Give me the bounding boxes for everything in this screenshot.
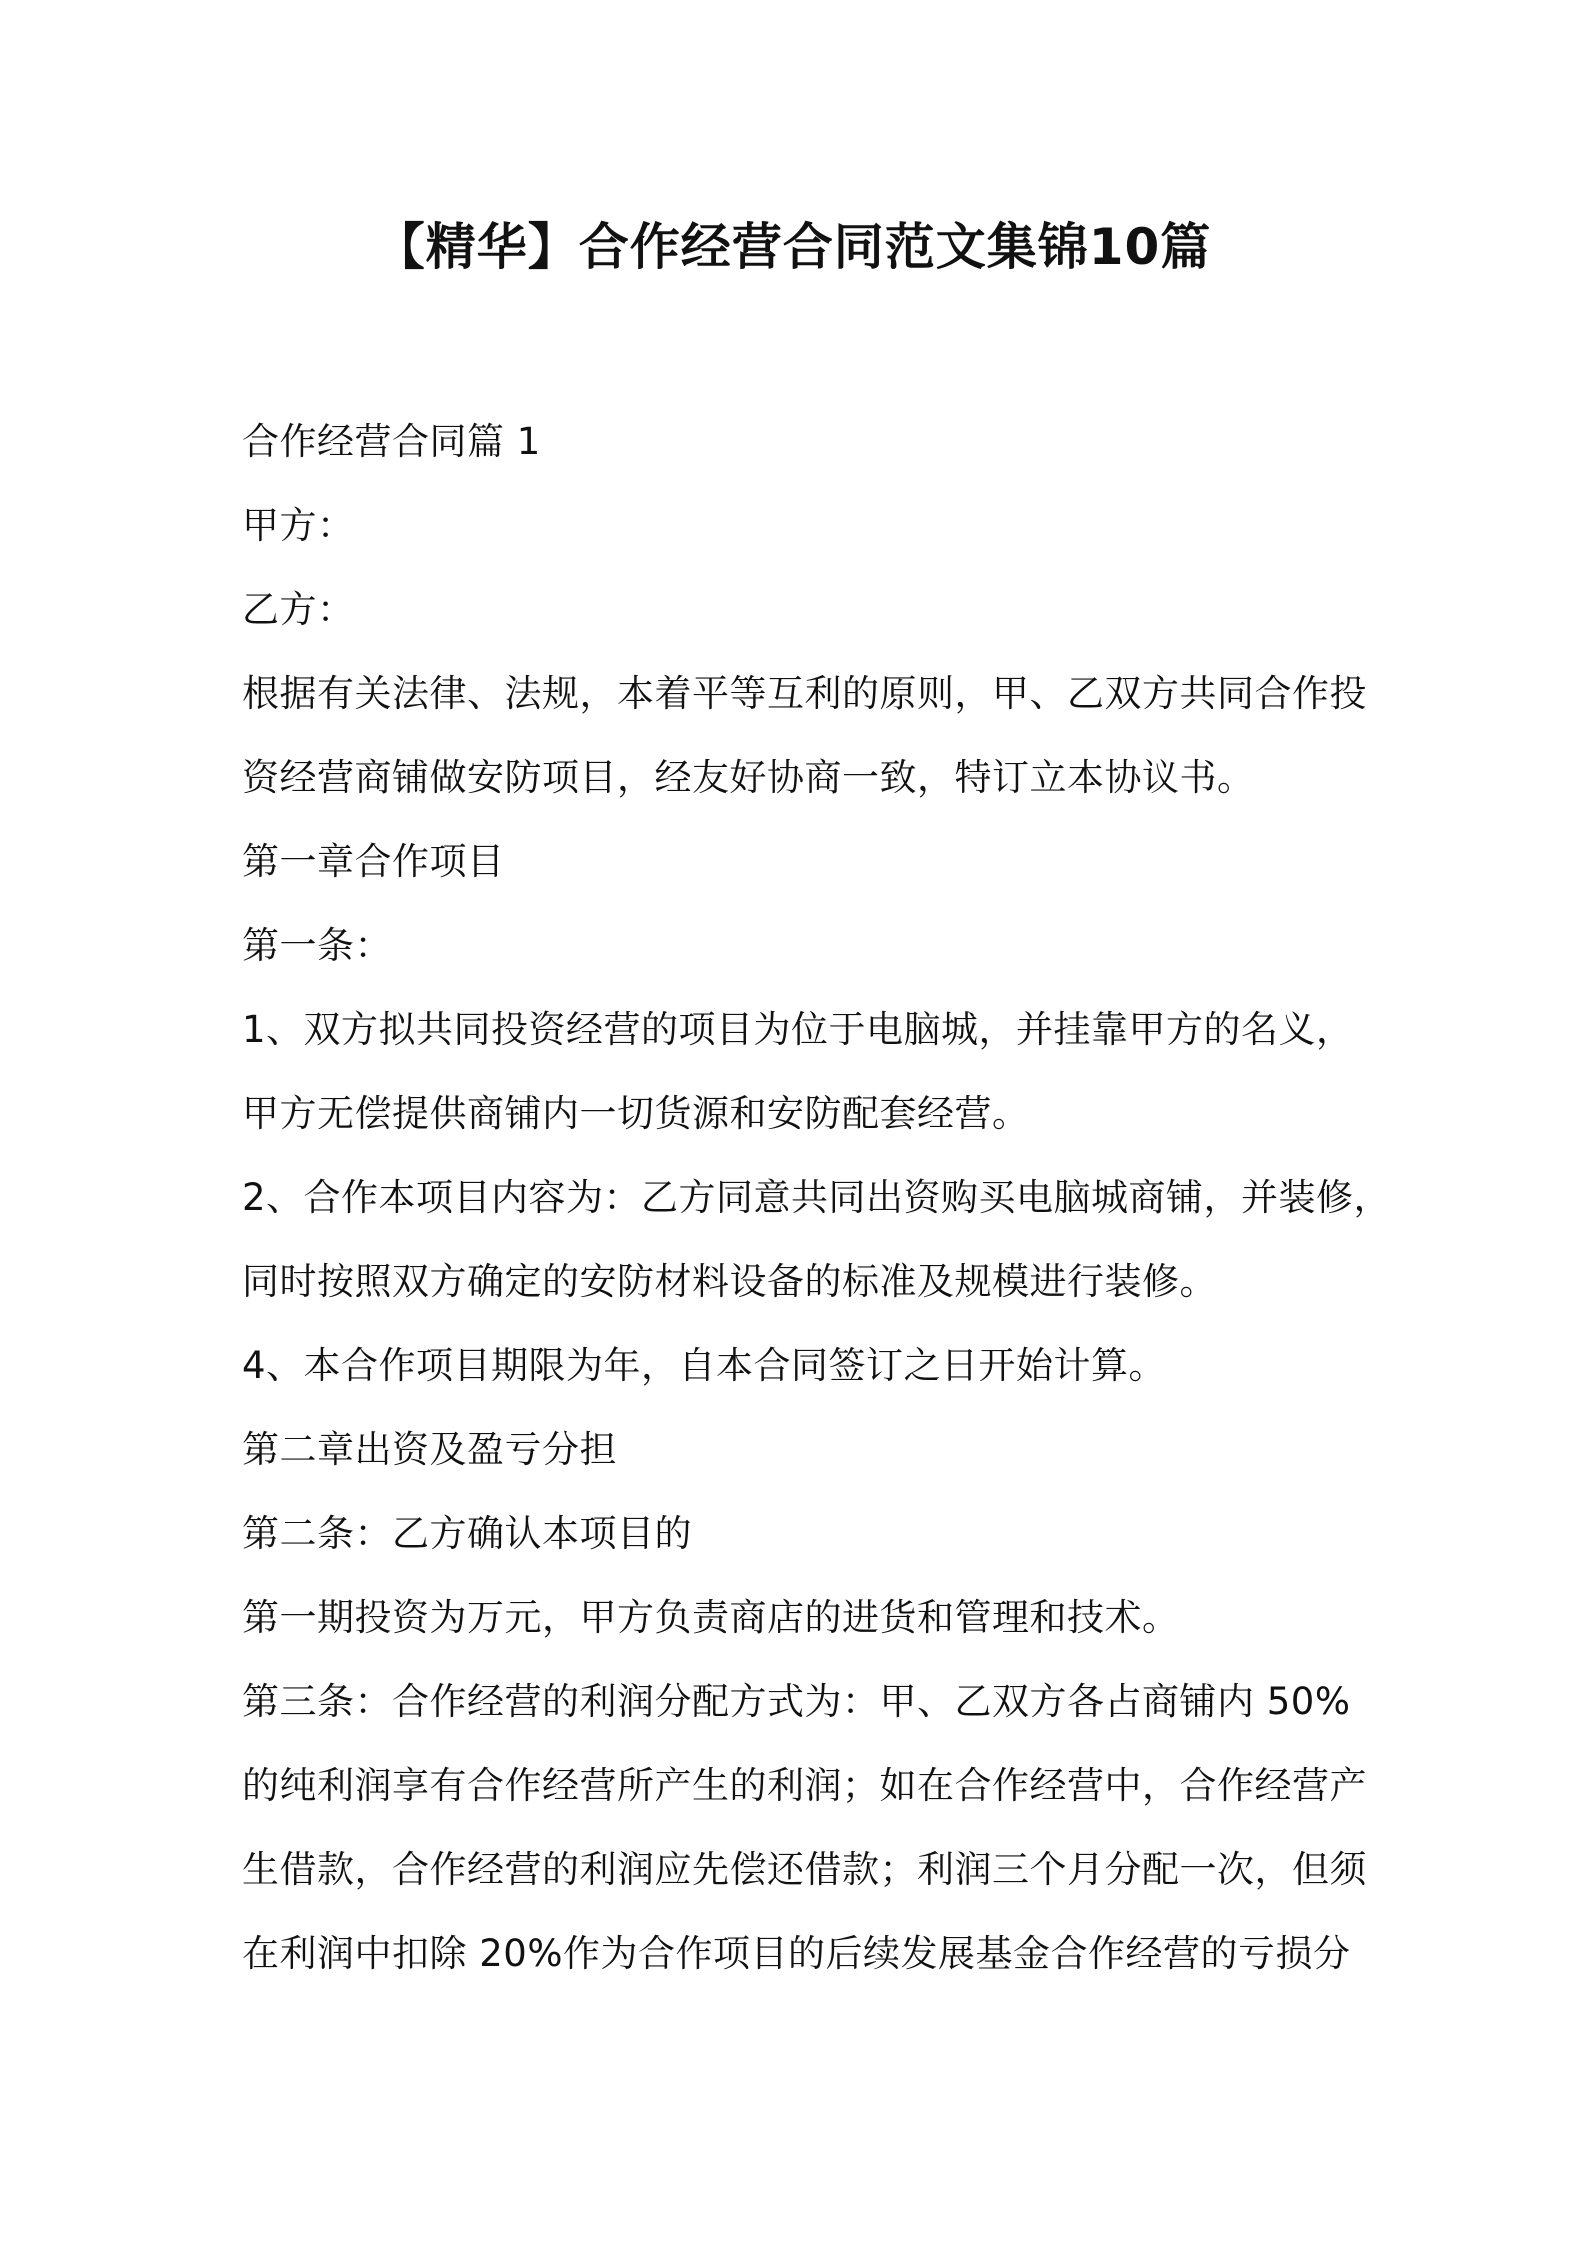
text-line: 第一条：: [242, 924, 392, 967]
text-line: 第一期投资为万元，甲方负责商店的进货和管理和技术。: [242, 1596, 1180, 1639]
text-line: 2、合作本项目内容为：乙方同意共同出资购买电脑城商铺，并装修，: [242, 1176, 1392, 1219]
text-line: 4、本合作项目期限为年，自本合同签订之日开始计算。: [242, 1344, 1167, 1387]
document-body: [242, 400, 1392, 1996]
text-line: 乙方：: [242, 588, 355, 631]
text-line: 在利润中扣除 20%作为合作项目的后续发展基金合作经营的亏损分: [242, 1932, 1351, 1975]
document-title: 【精华】合作经营合同范文集锦10篇: [374, 218, 1212, 276]
text-line: 生借款，合作经营的利润应先偿还借款；利润三个月分配一次，但须: [242, 1848, 1367, 1891]
text-line: 甲方无偿提供商铺内一切货源和安防配套经营。: [242, 1092, 1030, 1135]
text-line: 第二条：乙方确认本项目的: [242, 1512, 692, 1555]
text-line: 资经营商铺做安防项目，经友好协商一致，特订立本协议书。: [242, 756, 1255, 799]
text-line: 合作经营合同篇 1: [242, 420, 541, 463]
text-line: 甲方：: [242, 504, 355, 547]
text-line: 的纯利润享有合作经营所产生的利润；如在合作经营中，合作经营产: [242, 1764, 1367, 1807]
text-line: 第三条：合作经营的利润分配方式为：甲、乙双方各占商铺内 50%: [242, 1680, 1351, 1723]
text-line: 同时按照双方确定的安防材料设备的标准及规模进行装修。: [242, 1260, 1217, 1303]
text-line: 第一章合作项目: [242, 840, 505, 883]
text-line: 根据有关法律、法规，本着平等互利的原则，甲、乙双方共同合作投: [242, 672, 1367, 715]
text-line: 第二章出资及盈亏分担: [242, 1428, 617, 1471]
text-line: 1、双方拟共同投资经营的项目为位于电脑城，并挂靠甲方的名义，: [242, 1008, 1354, 1051]
